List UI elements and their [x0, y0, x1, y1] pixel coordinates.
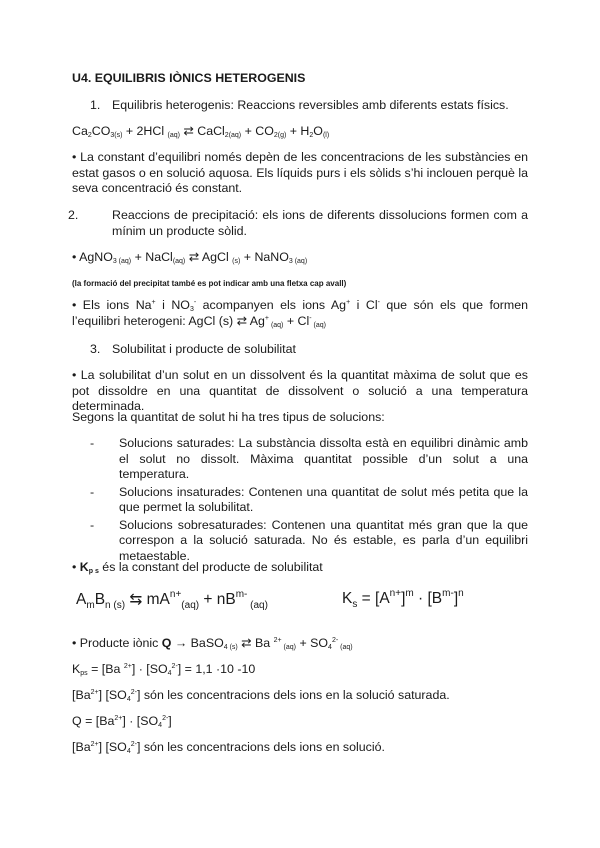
section-2-text: Reaccions de precipitació: els ions de diferents dissolucions formen com a mínim un producte sòlid.: [112, 208, 528, 238]
saturated-concentrations-line: $[Ba^{2+}]$ $[SO_4^{2-}]$ són les concentracions dels ions en la solució saturada.: [72, 688, 450, 703]
ionic-product-line: • Producte iònic Q → BaSO$_{4 (s)}$ ⇄ Ba $^{2+}$ $_{(aq)} + SO_4^{2-}$ $_{(aq)}$: [72, 636, 353, 651]
solubility-paragraph: • La solubilitat d’un solut en un dissolvent és la quantitat màxima de solut que es pot dissoldre en una quantitat de dissolvent o solució a una temperatura determinada.: [72, 368, 528, 413]
equilibrium-constant-paragraph: • La constant d’equilibri només depèn de les concentracions de les substàncies en estat gasos o en solució aquosa. Els líquids purs i els sòlids s’hi inclouen perquè la seva concentració és constant.: [72, 150, 528, 195]
kps-definition: • $K_{p s}$ és la constant del producte de solubilitat: [72, 560, 323, 575]
section-1-text: Equilibris heterogenis: Reaccions reversibles amb diferents estats físics.: [112, 98, 509, 112]
solubility-product-expression: $K_s = [A^{n+}]^m \cdot [B^{m-}]^n$: [342, 588, 464, 610]
section-1-number: 1.: [90, 98, 101, 112]
reaction-1: $Ca_2CO_{3(s)} + 2HCl$ $_{(aq)}$ ⇄ CaCl$_{2(aq)}$ + $CO_{2(g)} + H_2O_{(l)}$: [72, 124, 330, 139]
solution-concentrations-line: $[Ba^{2+}]$ $[SO_4^{2-}]$ són les concentracions dels ions en solució.: [72, 740, 385, 755]
list-item: - Solucions sobresaturades: Contenen una quantitat més gran que la que correspon a la solució saturada. No és estable, es parla d’un equilibri metaestable.: [90, 517, 528, 563]
section-2-number: 2.: [68, 208, 79, 222]
section-1-heading: [90, 98, 528, 114]
solution-types-intro: Segons la quantitat de solut hi ha tres tipus de solucions:: [72, 410, 385, 424]
section-3-number: 3.: [90, 342, 101, 356]
q-expression: $Q = [Ba^{2+}] \cdot [SO_4^{2-}]$: [72, 714, 172, 729]
section-3-text: Solubilitat i producte de solubilitat: [112, 342, 296, 356]
list-item: - Solucions saturades: La substància dissolta està en equilibri dinàmic amb el solut no dissolt. Màxima quantitat possible d’un solut a una temperatura.: [90, 436, 528, 481]
section-3-heading: [90, 342, 528, 358]
section-2-heading: [68, 208, 528, 239]
reaction-2: • AgNO$_{3 (aq)}$ + NaCl$_{(aq)}$ ⇄ AgCl $_{(s)}$ + NaNO$_{3 (aq)}$: [72, 250, 308, 265]
solubility-equilibrium-equation: $A_mB_{n (s)}$ ⇆ $mA^{n+}_{(aq)} + nB^{m-}$ $_{(aq)}$: [76, 589, 268, 611]
list-item: - Solucions insaturades: Contenen una quantitat de solut més petita que la que permet la solubilitat.: [90, 484, 528, 514]
page-title: U4. EQUILIBRIS IÒNICS HETEROGENIS: [72, 71, 306, 85]
precipitate-note: (la formació del precipitat també es pot indicar amb una fletxa cap avall): [72, 279, 347, 288]
ions-paragraph: • Els ions Na+ i $NO_3^-$ acompanyen els ions Ag+ i Cl- que són els que formen l’equilibri heterogeni: AgCl (s) ⇄ Ag+ $_{(aq)}$ + Cl- $_{(aq)}$: [72, 298, 529, 329]
solution-types-list: [90, 436, 528, 566]
kps-value-line: $K_{ps} = [Ba$ $^{2+}] \cdot [SO_4^{2-}] = 1,1 \cdot 10$ -10: [72, 662, 256, 677]
